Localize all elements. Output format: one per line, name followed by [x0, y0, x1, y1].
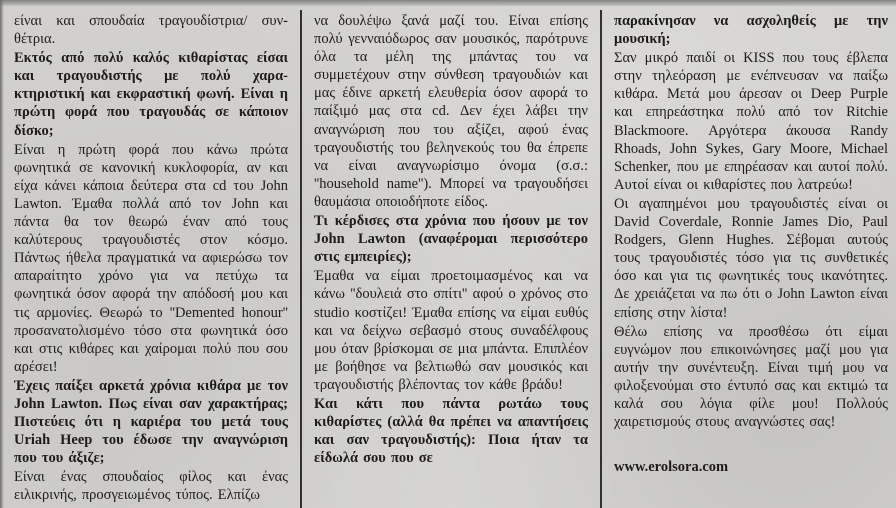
interview-answer: Σαν μικρό παιδί οι KISS που τους έβλεπα στην τηλεόραση με ενέπνευσαν να παίξω κιθάρα. Μετά μου άρεσαν οι Deep Purple και επηρεάστηκα πολύ από τον Ritchie Blackmoore. Αργότερα άκουσα Randy Rhoads, John Sykes, Gary Moore, Michael Schenker, που με επηρέασαν και αυτοί πολύ. Αυτοί είναι οι κιθαρίστες που λατρεύω!: [614, 50, 888, 193]
interview-answer: είναι και σπουδαία τραγουδίστρια/ συν-θέτρια.: [14, 13, 288, 48]
interview-answer: Είναι η πρώτη φορά που κάνω πρώτα φωνητικά σε κανονική κυκλοφορία, αν και είχα κάνει κάποια δεύτερα στα cd του John Lawton. Έμαθα πολλά από τον John και πάντα θα τον θεωρώ έναν από τους καλύτερους τραγουδιστές στον κόσμο. Πάντως ήθελα πραγματικά να αφιερώσω τον απαραίτητο χρόνο για να πετύχω τα φωνητικά όσον αφορά την απόδοσή μου και τις αρμονίες. Θεωρώ το ''Demented honour'' προσανατολισμένο τόσο στα φωνητικά όσο και στις κιθάρες και χαίρομαι πολύ που σου αρέσει!: [14, 141, 288, 375]
interview-question: Τι κέρδισες στα χρόνια που ήσουν με τον John Lawton (αναφέρομαι περισσότερο στις εμπειρίες);: [314, 213, 588, 266]
article-column-1: [14, 8, 288, 508]
column-divider: [600, 10, 602, 508]
interview-answer: Είναι ένας σπουδαίος φίλος και ένας ειλικρινής, προσγειωμένος τύπος. Ελπίζω: [14, 469, 288, 504]
website-url: www.erolsora.com: [614, 459, 729, 476]
interview-question: Έχεις παίξει αρκετά χρόνια κιθάρα με τον John Lawton. Πως είναι σαν χαρακτήρας; Πιστεύεις ότι η καριέρα του μετά τους Uriah Heep του έδωσε την αναγνώριση που του άξιζε;: [14, 377, 288, 467]
interview-answer: Οι αγαπημένοι μου τραγουδιστές είναι οι David Coverdale, Ronnie James Dio, Paul Rodgers, Glenn Hughes. Σέβομαι αυτούς τους τραγουδιστές τόσο για τις συνθετικές όσο και για τις φωνητικές τους ικανότητες. Δε χρειάζεται να πω ότι ο John Lawton είναι επίσης στην λίστα!: [614, 195, 888, 321]
page-top-edge: [0, 0, 896, 6]
page-left-edge: [0, 0, 4, 508]
column-divider: [300, 10, 302, 508]
interview-question: Και κάτι που πάντα ρωτάω τους κιθαρίστες (αλλά θα πρέπει να απαντήσεις και σαν τραγουδιστής): Ποια ήταν τα είδωλά σου που σε: [314, 395, 588, 467]
article-columns: [14, 8, 888, 508]
article-column-2: [314, 8, 588, 508]
interview-question: παρακίνησαν να ασχοληθείς με την μουσική;: [614, 13, 888, 48]
article-column-3: [614, 8, 888, 508]
interview-answer: Θέλω επίσης να προσθέσω ότι είμαι ευγνώμον που επικοινώνησες μαζί μου για αυτήν την συνέντευξη. Είναι τιμή μου να φιλοξενούμαι στο έντυπό σας και εκτιμώ τα καλά σου λόγια φίλε μου! Πολλούς χαιρετισμούς στους αναγνώστες σας!: [614, 323, 888, 431]
interview-question: Εκτός από πολύ καλός κιθαρίστας είσαι και τραγουδιστής με πολύ χαρα-κτηριστική και εκφραστική φωνή. Είναι η πρώτη φορά που τραγουδάς σε κάποιον δίσκο;: [14, 50, 288, 139]
interview-answer: Έμαθα να είμαι προετοιμασμένος και να κάνω ''δουλειά στο σπίτι'' αφού ο χρόνος στο studio κοστίζει! Έμαθα επίσης να είμαι ευθύς και να δείχνω σεβασμό στους συναδέλφους μου όταν βρίσκομαι σε μια μπάντα. Επιπλέον με βοήθησε να βελτιωθώ σαν μουσικός και τραγουδιστής βλέποντας τον κάθε βράδυ!: [314, 268, 588, 393]
interview-answer: να δουλέψω ξανά μαζί του. Είναι επίσης πολύ γενναιόδωρος σαν μουσικός, παρότρυνε όλα τα μέλη της μπάντας του να συμμετέχουν στην σύνθεση τραγουδιών και μας έδινε αρκετή ελευθερία όσον αφορά το παίξιμό μας στα cd. Δεν έχει λάβει την αναγνώριση που του αξίζει, αφού ένας τραγουδιστής του βεληνεκούς του θα έπρεπε να είναι αναγνωρίσιμο όνομα (σ.σ.: ''household name''). Μπορεί να τραγουδήσει θαυμάσια οποιοδήποτε είδος.: [314, 13, 588, 210]
